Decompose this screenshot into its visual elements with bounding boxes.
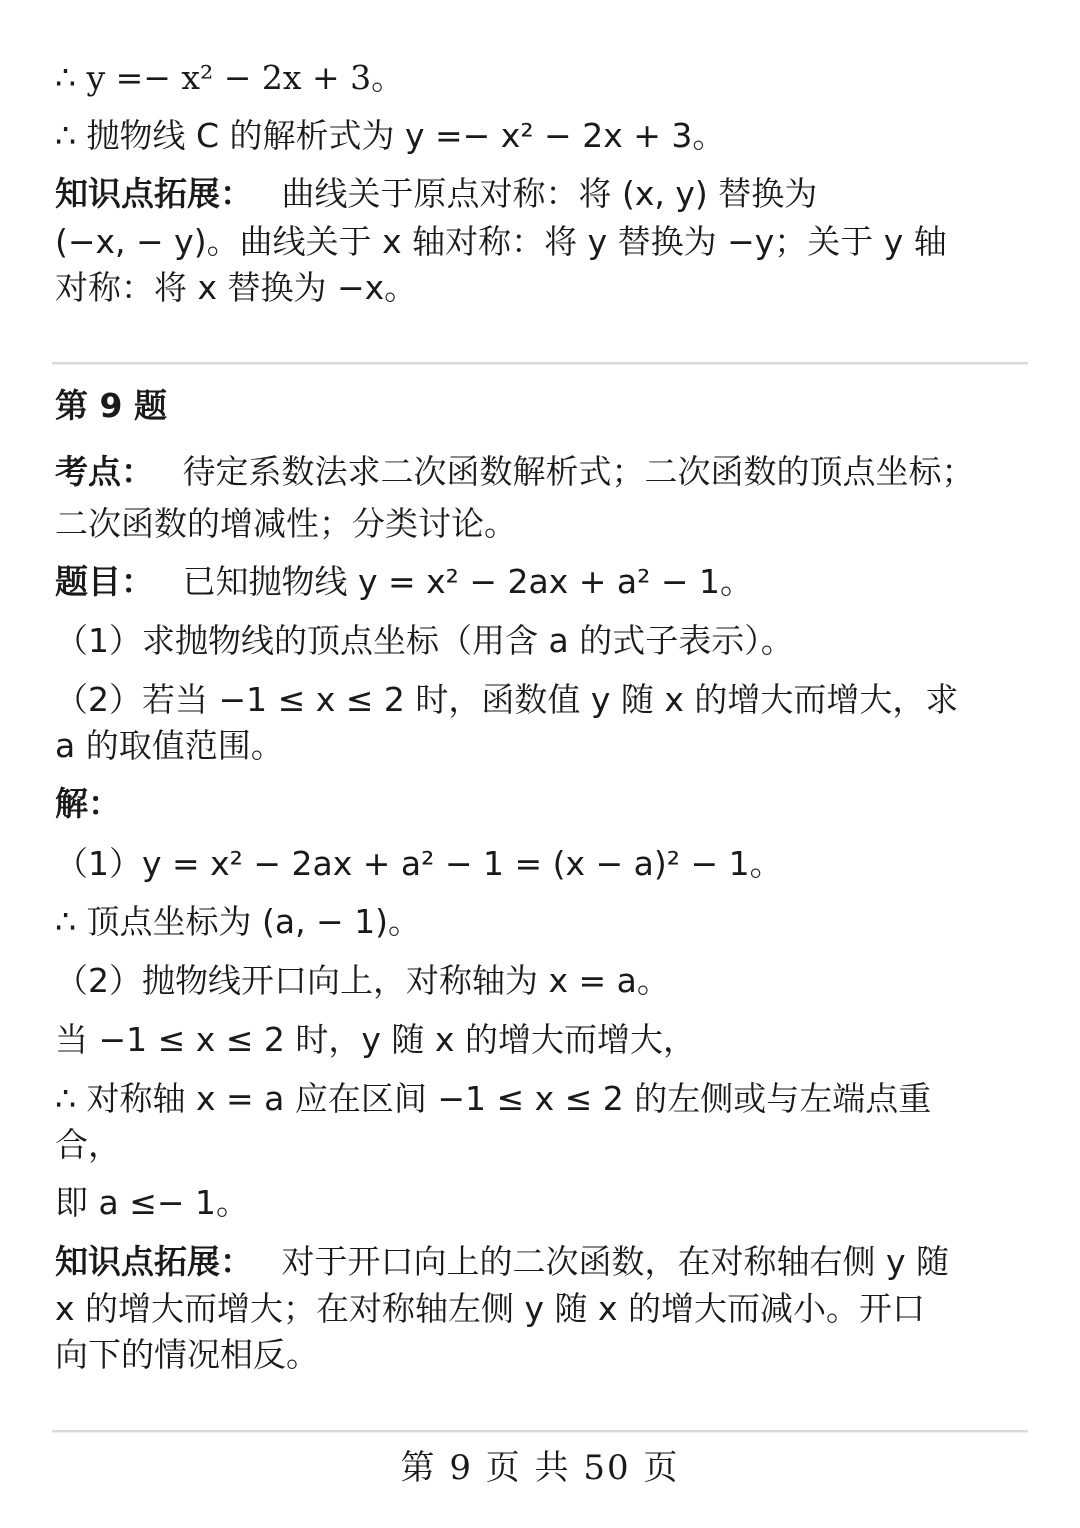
- sub-question-1: （1）求抛物线的顶点坐标（用含 a 的式子表示）。: [55, 621, 794, 660]
- text-line: (−x, − y)。曲线关于 x 轴对称：将 y 替换为 −y；关于 y 轴: [55, 222, 947, 261]
- section-label: 知识点拓展：: [55, 174, 253, 213]
- divider: [52, 362, 1028, 365]
- text-line: a 的取值范围。: [55, 726, 284, 765]
- section-label: 知识点拓展：: [55, 1242, 253, 1281]
- exam-points: [55, 452, 1025, 492]
- text-line: 当 −1 ≤ x ≤ 2 时，y 随 x 的增大而增大，: [55, 1020, 696, 1059]
- footer-divider: [52, 1430, 1028, 1433]
- sub-question-2: （2）若当 −1 ≤ x ≤ 2 时，函数值 y 随 x 的增大而增大，求: [55, 680, 959, 719]
- text-line: 向下的情况相反。: [55, 1335, 319, 1374]
- problem-statement: [55, 562, 1025, 602]
- text-line: （2）抛物线开口向上，对称轴为 x = a。: [55, 961, 670, 1000]
- text-line: 已知抛物线 y = x² − 2ax + a² − 1。: [182, 562, 753, 601]
- text-line: ∴ 抛物线 C 的解析式为 y =− x² − 2x + 3。: [55, 116, 726, 155]
- section-label: 考点：: [55, 452, 154, 491]
- text-line: （1）y = x² − 2ax + a² − 1 = (x − a)² − 1。: [55, 844, 783, 883]
- text-line: x 的增大而增大；在对称轴左侧 y 随 x 的增大而减小。开口: [55, 1289, 926, 1328]
- text-line: ∴ y =− x² − 2x + 3。: [55, 58, 405, 97]
- page-number: 第 9 页 共 50 页: [400, 1448, 680, 1488]
- text-line: ∴ 顶点坐标为 (a, − 1)。: [55, 902, 422, 941]
- text-line: ∴ 对称轴 x = a 应在区间 −1 ≤ x ≤ 2 的左侧或与左端点重: [55, 1079, 932, 1118]
- text-line: 合，: [55, 1125, 121, 1164]
- knowledge-extension-1: [55, 174, 1025, 214]
- text-line: 待定系数法求二次函数解析式；二次函数的顶点坐标；: [182, 452, 975, 491]
- section-label: 题目：: [55, 562, 154, 601]
- text-line: 二次函数的增减性；分类讨论。: [55, 504, 517, 543]
- question-heading: 第 9 题: [55, 386, 167, 425]
- text-line: 即 a ≤− 1。: [55, 1183, 249, 1222]
- text-line: 对于开口向上的二次函数，在对称轴右侧 y 随: [281, 1242, 950, 1281]
- solution-label: 解：: [55, 784, 121, 823]
- text-line: 曲线关于原点对称：将 (x, y) 替换为: [281, 174, 818, 213]
- text-line: 对称：将 x 替换为 −x。: [55, 268, 418, 307]
- knowledge-extension-2: [55, 1242, 1025, 1282]
